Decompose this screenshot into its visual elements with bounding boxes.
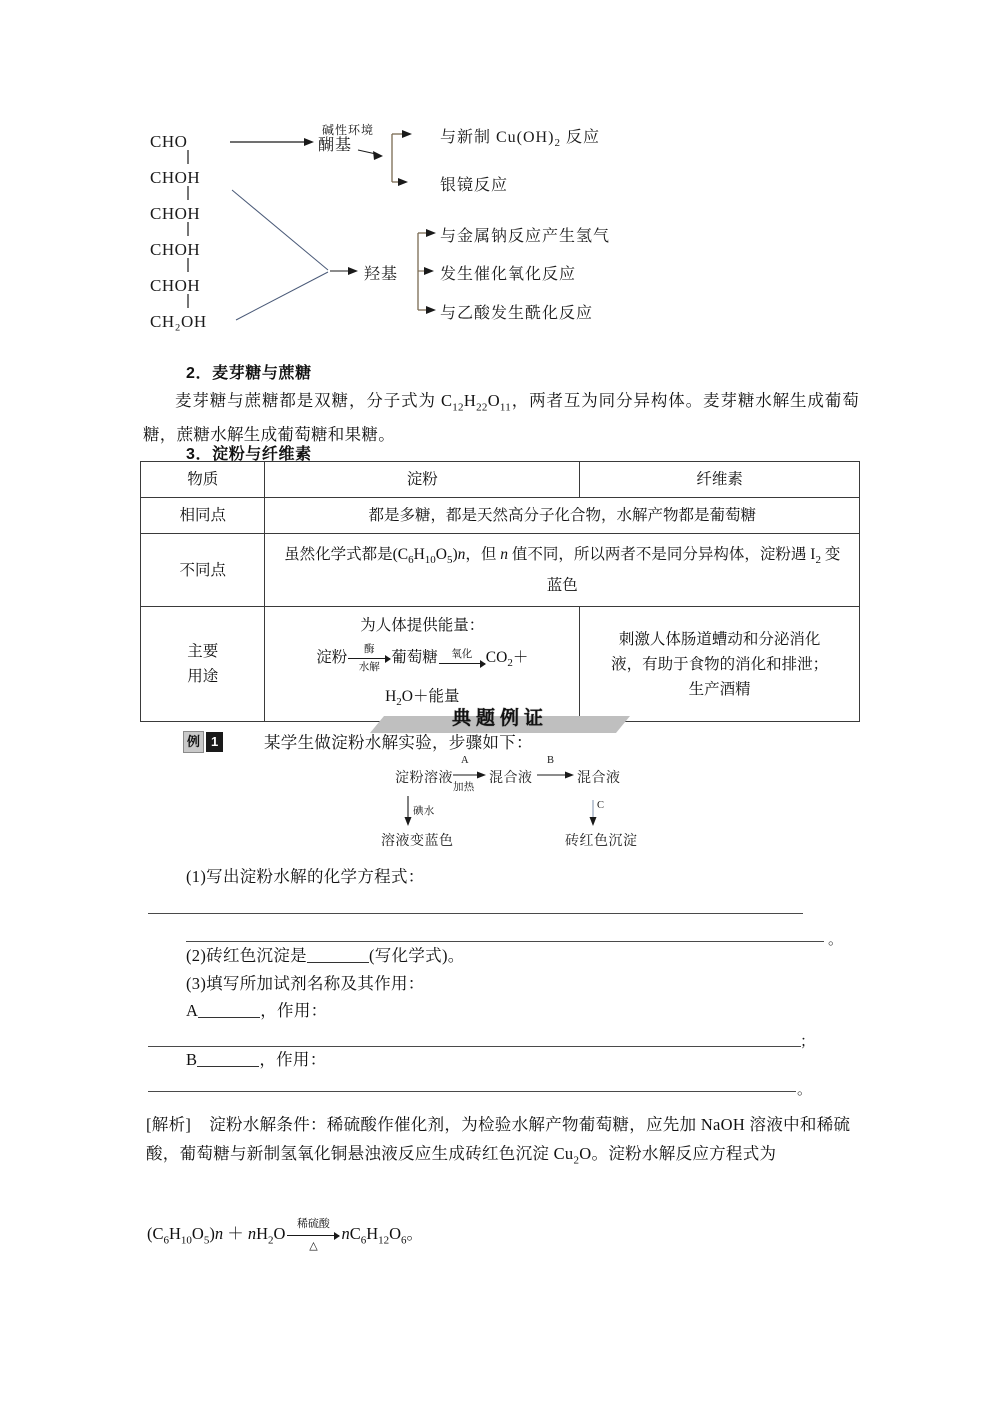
example-stem: 某学生做淀粉水解实验，步骤如下： bbox=[264, 733, 533, 752]
table-row-differences bbox=[141, 534, 860, 607]
row-label-differences: 不同点 bbox=[141, 534, 265, 607]
chain-item-cho: CHO bbox=[150, 132, 188, 151]
hydroxyl-group-label: 羟基 bbox=[364, 266, 399, 283]
rxn-reactant-starch: 淀粉 bbox=[316, 649, 348, 667]
rxn-product-co2: $CO_2+$ bbox=[485, 649, 529, 670]
section-2-text: 麦芽糖与蔗糖都是双糖，分子式为 $C_{12}H_{22}O_{11}$，两者互为同分异构体。麦芽糖水解生成葡萄糖，蔗糖水解生成葡萄糖和果糖。 bbox=[143, 391, 860, 445]
aldehyde-reaction-1: 与新制 $Cu(OH)_2$ 反应 bbox=[440, 129, 600, 150]
glucose-structure-diagram bbox=[140, 120, 860, 360]
flow-node-mixture-2: 混合液 bbox=[577, 771, 621, 786]
section-2-heading: 2．麦芽糖与蔗糖 bbox=[186, 365, 312, 382]
cellulose-use-line1: 刺激人体肠道螬动和分泌消化 bbox=[618, 630, 821, 648]
section-3-heading: 3．淀粉与纤维素 bbox=[186, 446, 312, 463]
flow-node-starch-solution: 淀粉溶液 bbox=[395, 771, 453, 786]
rxn-cond-enzyme: 酶 bbox=[364, 644, 375, 656]
row-label-uses-line1: 主要 bbox=[187, 643, 219, 661]
table-header-row bbox=[141, 462, 860, 498]
row-label-similarities: 相同点 bbox=[141, 498, 265, 534]
row-value-differences: 虽然化学式都是$(C_6H_{10}O_5)n$，但 n 值不同，所以两者不是同分异构体，淀粉遇 $I_2$ 变蓝色 bbox=[265, 534, 860, 607]
chain-item-choh-2: CHOH bbox=[150, 204, 201, 223]
flow-down1-iodine-water: 碘水 bbox=[413, 806, 435, 817]
rxn-arrow-hydrolysis bbox=[348, 644, 390, 673]
rxn-arrow-line-1 bbox=[348, 654, 390, 663]
experiment-flow-diagram bbox=[381, 755, 655, 852]
question-2 bbox=[186, 942, 465, 969]
chain-item-choh-3: CHOH bbox=[150, 240, 201, 259]
question-3a-blank[interactable] bbox=[198, 1001, 260, 1018]
rxn-product-glucose: 葡萄糖 bbox=[391, 649, 438, 667]
equation-condition-arrow bbox=[287, 1218, 339, 1252]
flow-result-brick-red: 砖红色沉淀 bbox=[565, 834, 638, 849]
flow-result-blue: 溶液变蓝色 bbox=[381, 834, 454, 849]
table-row-similarities bbox=[141, 498, 860, 534]
banner-title: 典题例证 bbox=[451, 708, 548, 729]
rxn-cond-oxidation: 氧化 bbox=[451, 649, 473, 661]
question-3-a bbox=[186, 997, 327, 1024]
answer-3a-endmark: ； bbox=[800, 1034, 816, 1050]
analysis-final-equation bbox=[147, 1218, 423, 1252]
rxn-product-water-energy: $H_2O+$能量 bbox=[385, 688, 460, 709]
answer-1-endmark: 。 bbox=[828, 932, 844, 948]
rxn-arrow-line-2 bbox=[439, 659, 485, 668]
flow-node-mixture-1: 混合液 bbox=[489, 771, 533, 786]
answer-rule-3b[interactable] bbox=[148, 1091, 796, 1092]
table-header-starch: 淀粉 bbox=[265, 462, 580, 498]
hydroxyl-reaction-1: 与金属钠反应产生氢气 bbox=[440, 228, 611, 245]
equation-cond-heat-triangle: △ bbox=[309, 1240, 318, 1252]
aldehyde-group-label: 醐基 bbox=[318, 137, 353, 154]
question-3b-blank[interactable] bbox=[197, 1050, 259, 1067]
cellulose-use-line2: 液，有助于食物的消化和排泄； bbox=[611, 655, 829, 673]
starch-uses-title: 为人体提供能量： bbox=[360, 617, 485, 635]
answer-rule-1a[interactable] bbox=[148, 913, 803, 914]
example-badge-number: 1 bbox=[206, 732, 223, 752]
analysis-line1: 淀粉水解条件：稀硫酸作催化剂，为检验水解产物葡萄糖，应先加 NaOH 溶液中和 bbox=[209, 1115, 817, 1134]
rxn-cond-hydrolysis: 水解 bbox=[358, 662, 380, 674]
example-badge-word: 例 bbox=[183, 731, 204, 753]
rxn-arrow-oxidation bbox=[439, 649, 485, 668]
question-3: (3)填写所加试剂名称及其作用： bbox=[186, 974, 425, 993]
hydroxyl-reaction-2: 发生催化氧化反应 bbox=[440, 266, 577, 283]
analysis-line2: 稀硫酸，葡萄糖与新制氢氧化铜悬浊液反应生成砖红色沉淀 $Cu_2O$。淀粉水解反应方程式为 bbox=[146, 1115, 851, 1167]
question-3a-post: ，作用： bbox=[260, 1001, 328, 1020]
alkaline-condition-label: 碱性环境 bbox=[322, 123, 375, 137]
starch-metabolism-reaction bbox=[316, 644, 528, 676]
question-3a-label: A bbox=[186, 1001, 199, 1020]
equation-products: $nC_6H_{12}O_6$。 bbox=[341, 1223, 424, 1247]
section-2-body bbox=[143, 387, 859, 448]
analysis-tag: [解析] bbox=[146, 1115, 192, 1134]
flow-arrow1-reagent-a: A bbox=[461, 755, 469, 766]
chain-item-choh-4: CHOH bbox=[150, 276, 201, 295]
row-value-similarities: 都是多糖，都是天然高分子化合物，水解产物都是葡萄糖 bbox=[265, 498, 860, 534]
hydroxyl-reaction-3: 与乙酸发生酰化反应 bbox=[440, 305, 594, 322]
flow-arrow2-reagent-b: B bbox=[547, 755, 555, 766]
equation-reactants: $(C_6H_{10}O_5)n + nH_2O$ bbox=[147, 1223, 286, 1247]
equation-arrow-line bbox=[287, 1231, 339, 1240]
chain-item-choh-1: CHOH bbox=[150, 168, 201, 187]
flow-arrow1-heat: 加热 bbox=[453, 782, 475, 793]
table-header-cellulose: 纤维素 bbox=[580, 462, 860, 498]
answer-3b-endmark: 。 bbox=[797, 1082, 813, 1098]
analysis-block bbox=[146, 1110, 862, 1175]
row-label-uses-line2: 用途 bbox=[187, 668, 219, 686]
question-2-pre: (2)砖红色沉淀是 bbox=[186, 946, 307, 965]
example-number-badge bbox=[183, 731, 223, 753]
question-3-b bbox=[186, 1046, 327, 1073]
question-3b-post: ，作用： bbox=[259, 1050, 327, 1069]
cellulose-use-line3: 生产酒精 bbox=[688, 680, 751, 698]
question-2-blank[interactable] bbox=[307, 946, 369, 963]
question-2-post: (写化学式)。 bbox=[368, 946, 465, 965]
starch-cellulose-comparison-table bbox=[140, 461, 860, 722]
flow-down2-reagent-c: C bbox=[597, 800, 605, 811]
table-header-substance: 物质 bbox=[141, 462, 265, 498]
question-3b-label: B bbox=[186, 1050, 198, 1069]
aldehyde-reaction-2: 银镜反应 bbox=[440, 177, 509, 194]
question-1: (1)写出淀粉水解的化学方程式： bbox=[186, 867, 425, 886]
equation-cond-dilute-sulfuric-acid: 稀硫酸 bbox=[296, 1218, 330, 1230]
chain-item-ch2oh: CH₂OH bbox=[150, 312, 207, 331]
